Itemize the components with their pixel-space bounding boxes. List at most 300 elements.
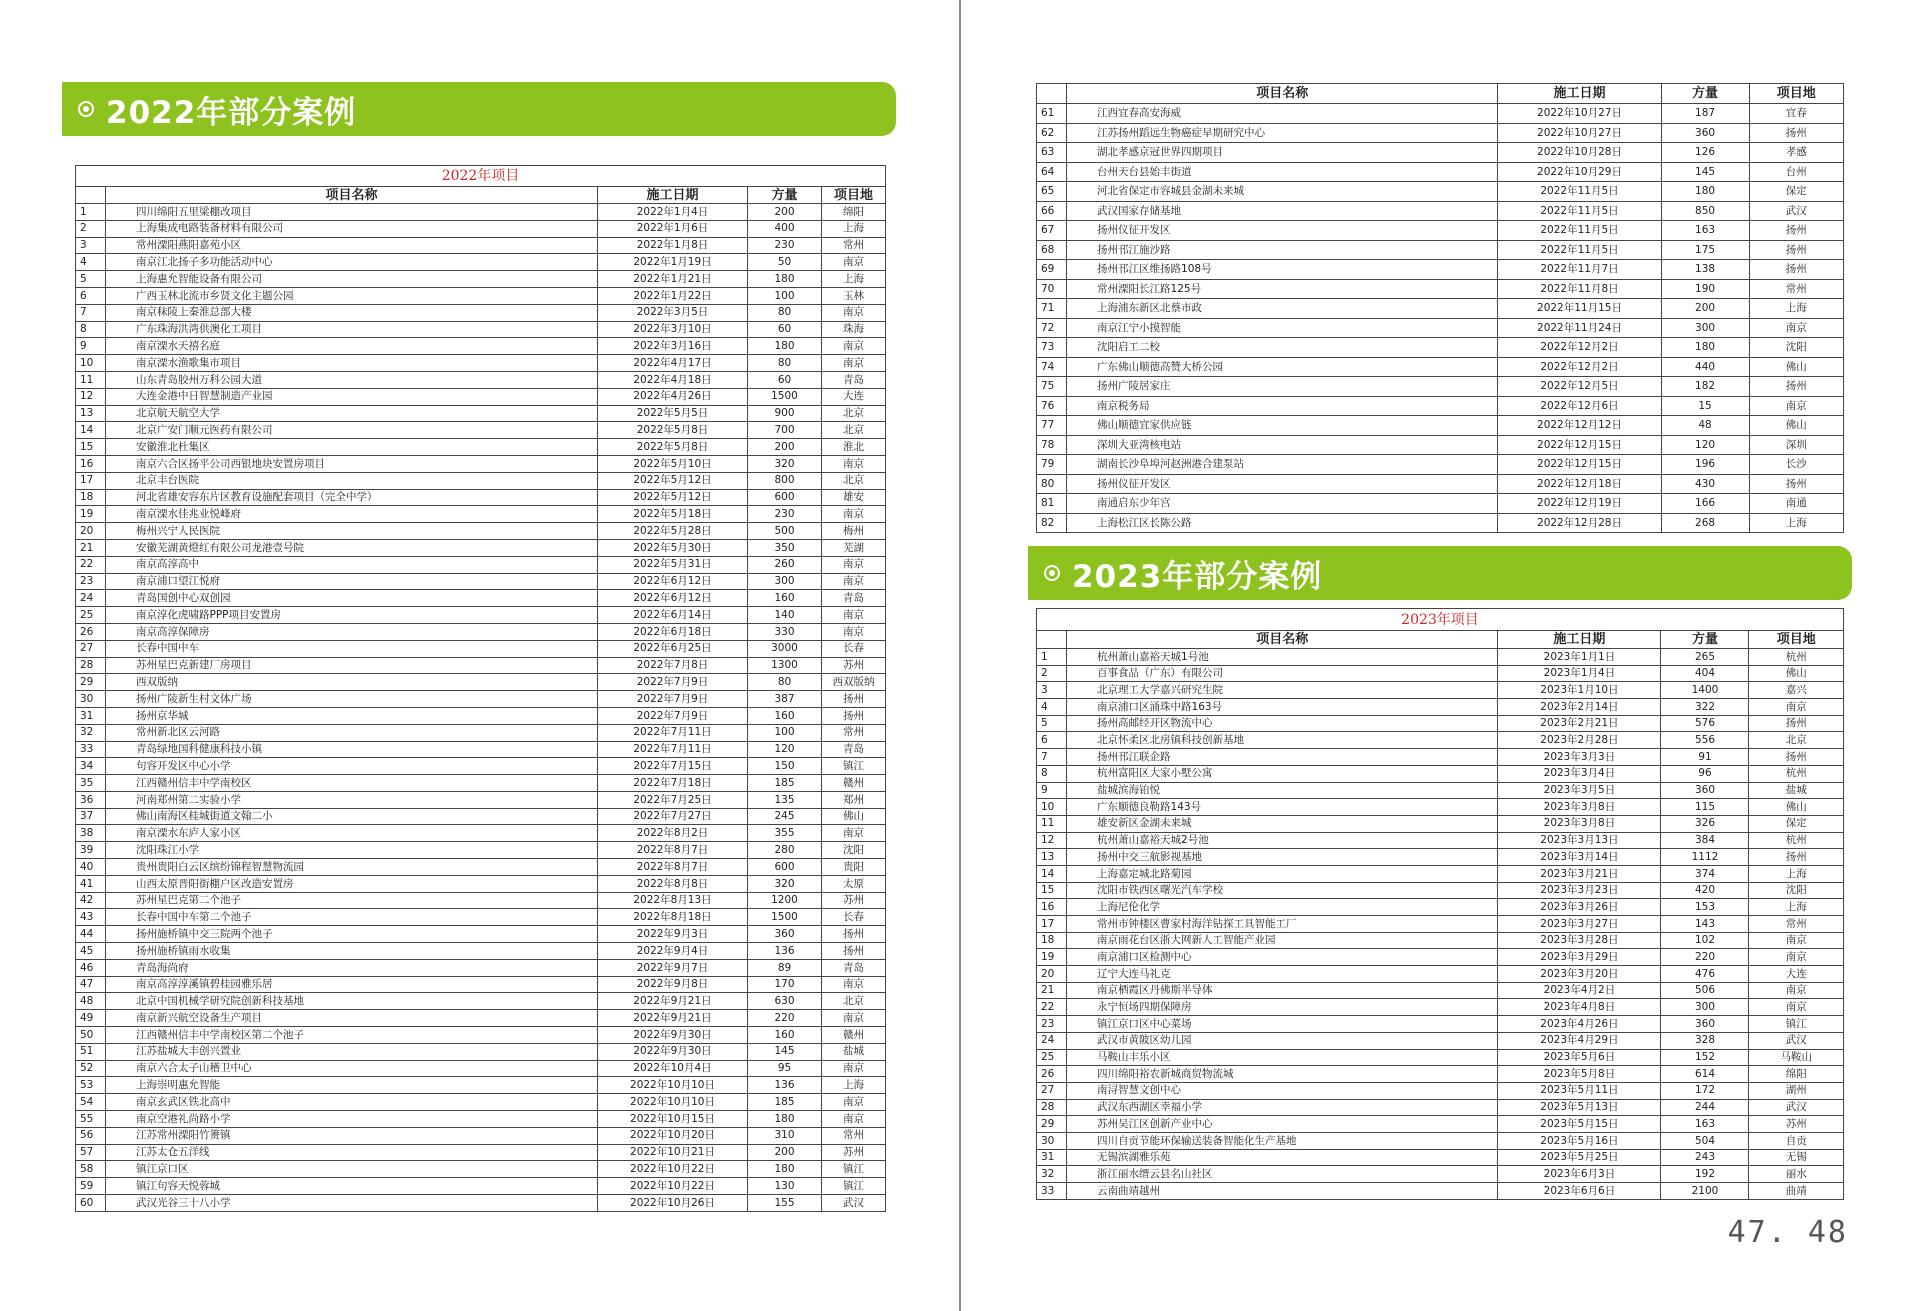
build-date: 2022年8月2日 bbox=[598, 825, 748, 842]
table-row bbox=[1037, 357, 1844, 377]
amount: 145 bbox=[1661, 162, 1749, 182]
col-location: 项目地 bbox=[822, 187, 886, 204]
build-date: 2023年3月20日 bbox=[1498, 966, 1661, 983]
row-index: 8 bbox=[76, 321, 106, 338]
project-name: 上海惠允智能设备有限公司 bbox=[106, 271, 598, 288]
location: 上海 bbox=[822, 271, 886, 288]
col-name: 项目名称 bbox=[1067, 84, 1498, 104]
amount: 230 bbox=[748, 237, 822, 254]
row-index: 45 bbox=[76, 943, 106, 960]
location: 南京 bbox=[822, 607, 886, 624]
amount: 1400 bbox=[1661, 682, 1749, 699]
row-index: 33 bbox=[76, 741, 106, 758]
build-date: 2022年10月10日 bbox=[598, 1094, 748, 1111]
row-index: 81 bbox=[1037, 494, 1067, 514]
row-index: 26 bbox=[1037, 1066, 1067, 1083]
location: 宜春 bbox=[1749, 104, 1843, 124]
table-row bbox=[1037, 1049, 1844, 1066]
amount: 630 bbox=[748, 993, 822, 1010]
project-name: 北京广安门顺元医药有限公司 bbox=[106, 422, 598, 439]
build-date: 2023年3月26日 bbox=[1498, 899, 1661, 916]
location: 雄安 bbox=[822, 489, 886, 506]
location: 南京 bbox=[822, 825, 886, 842]
table-row bbox=[1037, 699, 1844, 716]
build-date: 2023年3月8日 bbox=[1498, 815, 1661, 832]
table-row bbox=[76, 489, 886, 506]
table-row bbox=[1037, 832, 1844, 849]
project-name: 南京浦口区检测中心 bbox=[1067, 949, 1498, 966]
project-name: 四川绵阳裕农新城商贸物流城 bbox=[1067, 1066, 1498, 1083]
build-date: 2022年7月11日 bbox=[598, 724, 748, 741]
location: 上海 bbox=[1749, 865, 1844, 882]
table-row bbox=[1037, 1183, 1844, 1200]
row-index: 10 bbox=[76, 355, 106, 372]
location: 北京 bbox=[1749, 732, 1844, 749]
row-index: 32 bbox=[1037, 1166, 1067, 1183]
row-index: 24 bbox=[76, 590, 106, 607]
row-index: 52 bbox=[76, 1060, 106, 1077]
amount: 120 bbox=[748, 741, 822, 758]
table-row bbox=[1037, 1099, 1844, 1116]
project-name: 镇江句容天悦蓉城 bbox=[106, 1178, 598, 1195]
location: 苏州 bbox=[822, 657, 886, 674]
project-name: 南京新兴航空设备生产项目 bbox=[106, 1010, 598, 1027]
amount: 172 bbox=[1661, 1082, 1749, 1099]
table-row bbox=[76, 371, 886, 388]
row-index: 23 bbox=[76, 573, 106, 590]
project-name: 佛山顺德宜家供应链 bbox=[1067, 416, 1498, 436]
row-index: 9 bbox=[1037, 782, 1067, 799]
project-name: 苏州吴江区创新产业中心 bbox=[1067, 1116, 1498, 1133]
amount: 140 bbox=[748, 607, 822, 624]
col-name: 项目名称 bbox=[106, 187, 598, 204]
table-row bbox=[1037, 123, 1844, 143]
location: 梅州 bbox=[822, 523, 886, 540]
row-index: 67 bbox=[1037, 221, 1067, 241]
table-row bbox=[76, 976, 886, 993]
location: 南京 bbox=[822, 455, 886, 472]
amount: 268 bbox=[1661, 513, 1749, 533]
project-name: 杭州萧山嘉裕天城2号池 bbox=[1067, 832, 1498, 849]
build-date: 2023年4月8日 bbox=[1498, 999, 1661, 1016]
amount: 3000 bbox=[748, 640, 822, 657]
amount: 355 bbox=[748, 825, 822, 842]
build-date: 2022年10月27日 bbox=[1498, 123, 1661, 143]
table-row bbox=[76, 455, 886, 472]
project-name: 南京淳化虎啸路PPP项目安置房 bbox=[106, 607, 598, 624]
row-index: 58 bbox=[76, 1161, 106, 1178]
row-index: 59 bbox=[76, 1178, 106, 1195]
location: 自贡 bbox=[1749, 1132, 1844, 1149]
col-date: 施工日期 bbox=[1498, 631, 1661, 649]
row-index: 7 bbox=[1037, 749, 1067, 766]
project-name: 镇江京口区中心菜场 bbox=[1067, 1016, 1498, 1033]
project-name: 山东青岛胶州万科公园大道 bbox=[106, 371, 598, 388]
location: 常州 bbox=[822, 724, 886, 741]
table-row bbox=[1037, 982, 1844, 999]
location: 青岛 bbox=[822, 590, 886, 607]
project-name: 扬州京华城 bbox=[106, 707, 598, 724]
build-date: 2022年10月28日 bbox=[1498, 143, 1661, 163]
amount: 614 bbox=[1661, 1066, 1749, 1083]
project-name: 苏州星巴克第二个池子 bbox=[106, 892, 598, 909]
table-row bbox=[1037, 849, 1844, 866]
row-index: 16 bbox=[76, 455, 106, 472]
table-row bbox=[1037, 1116, 1844, 1133]
table-row bbox=[76, 1144, 886, 1161]
build-date: 2023年5月11日 bbox=[1498, 1082, 1661, 1099]
build-date: 2023年3月13日 bbox=[1498, 832, 1661, 849]
build-date: 2022年12月28日 bbox=[1498, 513, 1661, 533]
project-name: 四川自贡节能环保输送装备智能化生产基地 bbox=[1067, 1132, 1498, 1149]
amount: 850 bbox=[1661, 201, 1749, 221]
row-index: 9 bbox=[76, 338, 106, 355]
project-name: 上海嘉定城北路菊园 bbox=[1067, 865, 1498, 882]
project-name: 杭州富阳区大家小墅公寓 bbox=[1067, 765, 1498, 782]
location: 武汉 bbox=[1749, 1099, 1844, 1116]
table-2022-projects-continued bbox=[1036, 83, 1844, 533]
row-index: 35 bbox=[76, 775, 106, 792]
table-row bbox=[1037, 104, 1844, 124]
location: 长春 bbox=[822, 640, 886, 657]
row-index: 3 bbox=[76, 237, 106, 254]
col-index bbox=[76, 187, 106, 204]
table-row bbox=[76, 254, 886, 271]
location: 扬州 bbox=[1749, 474, 1843, 494]
project-name: 扬州施桥镇中交三院两个池子 bbox=[106, 926, 598, 943]
amount: 800 bbox=[748, 472, 822, 489]
row-index: 18 bbox=[1037, 932, 1067, 949]
row-index: 15 bbox=[76, 439, 106, 456]
table-row bbox=[1037, 799, 1844, 816]
table-row bbox=[1037, 949, 1844, 966]
project-name: 河北省保定市容城县金湖未来城 bbox=[1067, 182, 1498, 202]
location: 扬州 bbox=[822, 707, 886, 724]
build-date: 2022年7月18日 bbox=[598, 775, 748, 792]
amount: 328 bbox=[1661, 1032, 1749, 1049]
location: 南京 bbox=[822, 623, 886, 640]
location: 上海 bbox=[1749, 299, 1843, 319]
build-date: 2022年1月6日 bbox=[598, 220, 748, 237]
build-date: 2022年9月30日 bbox=[598, 1027, 748, 1044]
amount: 80 bbox=[748, 355, 822, 372]
location: 郑州 bbox=[822, 791, 886, 808]
project-name: 江苏扬州蹈远生物癌症早期研究中心 bbox=[1067, 123, 1498, 143]
build-date: 2022年11月8日 bbox=[1498, 279, 1661, 299]
location: 上海 bbox=[822, 1077, 886, 1094]
build-date: 2022年1月4日 bbox=[598, 204, 748, 221]
location: 常州 bbox=[822, 1127, 886, 1144]
project-name: 扬州中交三航影视基地 bbox=[1067, 849, 1498, 866]
table-row bbox=[1037, 1132, 1844, 1149]
amount: 600 bbox=[748, 489, 822, 506]
row-index: 66 bbox=[1037, 201, 1067, 221]
build-date: 2023年2月14日 bbox=[1498, 699, 1661, 716]
table-row bbox=[76, 355, 886, 372]
build-date: 2022年10月4日 bbox=[598, 1060, 748, 1077]
project-name: 沈阳市铁西区曙光汽车学校 bbox=[1067, 882, 1498, 899]
project-name: 广东珠海洪湾供澳化工项目 bbox=[106, 321, 598, 338]
location: 深圳 bbox=[1749, 435, 1843, 455]
amount: 404 bbox=[1661, 665, 1749, 682]
amount: 1300 bbox=[748, 657, 822, 674]
project-name: 山西太原晋阳街棚户区改造安置房 bbox=[106, 875, 598, 892]
project-name: 南京溧水东庐人家小区 bbox=[106, 825, 598, 842]
amount: 170 bbox=[748, 976, 822, 993]
amount: 374 bbox=[1661, 865, 1749, 882]
table-row bbox=[76, 825, 886, 842]
build-date: 2022年4月17日 bbox=[598, 355, 748, 372]
location: 赣州 bbox=[822, 775, 886, 792]
amount: 400 bbox=[748, 220, 822, 237]
amount: 115 bbox=[1661, 799, 1749, 816]
location: 扬州 bbox=[822, 943, 886, 960]
project-name: 百事食品（广东）有限公司 bbox=[1067, 665, 1498, 682]
location: 扬州 bbox=[1749, 849, 1844, 866]
table-row bbox=[1037, 240, 1844, 260]
table-row bbox=[76, 271, 886, 288]
project-name: 南通启东少年宫 bbox=[1067, 494, 1498, 514]
project-name: 南京高淳淳溪镇碧桂园雅乐居 bbox=[106, 976, 598, 993]
row-index: 27 bbox=[76, 640, 106, 657]
location: 上海 bbox=[822, 220, 886, 237]
row-index: 17 bbox=[76, 472, 106, 489]
table-row bbox=[76, 623, 886, 640]
project-name: 南京高淳保障房 bbox=[106, 623, 598, 640]
project-name: 广东顺德良勒路143号 bbox=[1067, 799, 1498, 816]
location: 常州 bbox=[1749, 916, 1844, 933]
table-row bbox=[76, 287, 886, 304]
row-index: 28 bbox=[1037, 1099, 1067, 1116]
amount: 192 bbox=[1661, 1166, 1749, 1183]
table-row bbox=[76, 1178, 886, 1195]
location: 青岛 bbox=[822, 741, 886, 758]
build-date: 2022年9月4日 bbox=[598, 943, 748, 960]
build-date: 2023年5月6日 bbox=[1498, 1049, 1661, 1066]
project-name: 南京秣陵上秦淮总部大楼 bbox=[106, 304, 598, 321]
project-name: 武汉国家存储基地 bbox=[1067, 201, 1498, 221]
table-row bbox=[1037, 377, 1844, 397]
amount: 190 bbox=[1661, 279, 1749, 299]
project-name: 江苏太仓五洋线 bbox=[106, 1144, 598, 1161]
amount: 80 bbox=[748, 674, 822, 691]
amount: 145 bbox=[748, 1043, 822, 1060]
build-date: 2023年3月21日 bbox=[1498, 865, 1661, 882]
project-name: 河北省雄安容东片区教育设施配套项目（完全中学） bbox=[106, 489, 598, 506]
location: 南京 bbox=[822, 573, 886, 590]
table-caption: 2023年项目 bbox=[1037, 609, 1844, 631]
location: 上海 bbox=[1749, 513, 1843, 533]
table-row bbox=[76, 1111, 886, 1128]
build-date: 2022年5月12日 bbox=[598, 489, 748, 506]
amount: 180 bbox=[748, 1161, 822, 1178]
location: 贵阳 bbox=[822, 859, 886, 876]
table-row bbox=[76, 1043, 886, 1060]
banner-2022 bbox=[62, 82, 896, 136]
amount: 300 bbox=[1661, 999, 1749, 1016]
build-date: 2022年5月8日 bbox=[598, 439, 748, 456]
target-icon bbox=[78, 101, 94, 117]
build-date: 2023年6月6日 bbox=[1498, 1183, 1661, 1200]
build-date: 2022年1月19日 bbox=[598, 254, 748, 271]
row-index: 8 bbox=[1037, 765, 1067, 782]
amount: 476 bbox=[1661, 966, 1749, 983]
table-row bbox=[76, 657, 886, 674]
table-row bbox=[76, 943, 886, 960]
table-row bbox=[1037, 435, 1844, 455]
amount: 244 bbox=[1661, 1099, 1749, 1116]
amount: 384 bbox=[1661, 832, 1749, 849]
amount: 1500 bbox=[748, 388, 822, 405]
location: 杭州 bbox=[1749, 832, 1844, 849]
row-index: 11 bbox=[76, 371, 106, 388]
amount: 160 bbox=[748, 1027, 822, 1044]
row-index: 46 bbox=[76, 959, 106, 976]
row-index: 2 bbox=[76, 220, 106, 237]
table-row bbox=[76, 775, 886, 792]
build-date: 2022年5月10日 bbox=[598, 455, 748, 472]
amount: 160 bbox=[748, 590, 822, 607]
row-index: 18 bbox=[76, 489, 106, 506]
table-row bbox=[76, 724, 886, 741]
table-row bbox=[76, 959, 886, 976]
amount: 100 bbox=[748, 724, 822, 741]
page-spine bbox=[959, 0, 961, 1311]
location: 马鞍山 bbox=[1749, 1049, 1844, 1066]
table-row bbox=[1037, 1082, 1844, 1099]
build-date: 2023年5月16日 bbox=[1498, 1132, 1661, 1149]
build-date: 2022年7月15日 bbox=[598, 758, 748, 775]
amount: 120 bbox=[1661, 435, 1749, 455]
location: 赣州 bbox=[822, 1027, 886, 1044]
project-name: 南京浦口望江悦府 bbox=[106, 573, 598, 590]
row-index: 29 bbox=[1037, 1116, 1067, 1133]
project-name: 永宁恒场四期保障房 bbox=[1067, 999, 1498, 1016]
location: 镇江 bbox=[822, 758, 886, 775]
build-date: 2023年5月8日 bbox=[1498, 1066, 1661, 1083]
build-date: 2023年3月3日 bbox=[1498, 749, 1661, 766]
amount: 310 bbox=[748, 1127, 822, 1144]
table-row bbox=[76, 691, 886, 708]
row-index: 56 bbox=[76, 1127, 106, 1144]
row-index: 73 bbox=[1037, 338, 1067, 358]
location: 南京 bbox=[1749, 396, 1843, 416]
amount: 320 bbox=[748, 455, 822, 472]
project-name: 四川绵阳五里梁棚改项目 bbox=[106, 204, 598, 221]
amount: 220 bbox=[1661, 949, 1749, 966]
project-name: 苏州星巴克新建厂房项目 bbox=[106, 657, 598, 674]
project-name: 常州溧阳燕阳嘉苑小区 bbox=[106, 237, 598, 254]
table-row bbox=[1037, 865, 1844, 882]
row-index: 29 bbox=[76, 674, 106, 691]
row-index: 21 bbox=[1037, 982, 1067, 999]
amount: 180 bbox=[748, 1111, 822, 1128]
project-name: 湖北孝感京冠世界四期项目 bbox=[1067, 143, 1498, 163]
build-date: 2022年8月8日 bbox=[598, 875, 748, 892]
location: 青岛 bbox=[822, 371, 886, 388]
build-date: 2023年5月15日 bbox=[1498, 1116, 1661, 1133]
table-row bbox=[1037, 815, 1844, 832]
table-row bbox=[1037, 916, 1844, 933]
build-date: 2022年8月7日 bbox=[598, 859, 748, 876]
col-amount: 方量 bbox=[1661, 631, 1749, 649]
row-index: 31 bbox=[1037, 1149, 1067, 1166]
table-row bbox=[1037, 882, 1844, 899]
amount: 182 bbox=[1661, 377, 1749, 397]
project-name: 上海崇明惠允智能 bbox=[106, 1077, 598, 1094]
table-row bbox=[76, 1161, 886, 1178]
amount: 143 bbox=[1661, 916, 1749, 933]
location: 丽水 bbox=[1749, 1166, 1844, 1183]
amount: 180 bbox=[1661, 182, 1749, 202]
row-index: 37 bbox=[76, 808, 106, 825]
location: 孝感 bbox=[1749, 143, 1843, 163]
build-date: 2022年11月24日 bbox=[1498, 318, 1661, 338]
table-row bbox=[76, 523, 886, 540]
page-number: 47. 48 bbox=[1727, 1215, 1848, 1250]
amount: 330 bbox=[748, 623, 822, 640]
amount: 200 bbox=[748, 204, 822, 221]
row-index: 36 bbox=[76, 791, 106, 808]
project-name: 北京理工大学嘉兴研究生院 bbox=[1067, 682, 1498, 699]
build-date: 2022年7月8日 bbox=[598, 657, 748, 674]
location: 扬州 bbox=[1749, 221, 1843, 241]
build-date: 2022年12月2日 bbox=[1498, 338, 1661, 358]
row-index: 22 bbox=[76, 556, 106, 573]
project-name: 常州溧阳长江路125号 bbox=[1067, 279, 1498, 299]
row-index: 72 bbox=[1037, 318, 1067, 338]
row-index: 75 bbox=[1037, 377, 1067, 397]
table-row bbox=[1037, 1149, 1844, 1166]
build-date: 2022年11月5日 bbox=[1498, 182, 1661, 202]
table-row bbox=[76, 1060, 886, 1077]
row-index: 61 bbox=[1037, 104, 1067, 124]
build-date: 2022年10月15日 bbox=[598, 1111, 748, 1128]
project-name: 上海松江区长陈公路 bbox=[1067, 513, 1498, 533]
amount: 420 bbox=[1661, 882, 1749, 899]
table-row bbox=[1037, 474, 1844, 494]
project-name: 扬州仪征开发区 bbox=[1067, 221, 1498, 241]
amount: 80 bbox=[748, 304, 822, 321]
amount: 89 bbox=[748, 959, 822, 976]
location: 杭州 bbox=[1749, 765, 1844, 782]
amount: 180 bbox=[1661, 338, 1749, 358]
table-row bbox=[76, 808, 886, 825]
amount: 180 bbox=[748, 271, 822, 288]
location: 南京 bbox=[1749, 699, 1844, 716]
amount: 91 bbox=[1661, 749, 1749, 766]
location: 北京 bbox=[822, 422, 886, 439]
location: 长春 bbox=[822, 909, 886, 926]
col-name: 项目名称 bbox=[1067, 631, 1498, 649]
table-row bbox=[1037, 143, 1844, 163]
amount: 95 bbox=[748, 1060, 822, 1077]
build-date: 2022年8月7日 bbox=[598, 842, 748, 859]
location: 北京 bbox=[822, 405, 886, 422]
row-index: 7 bbox=[76, 304, 106, 321]
location: 镇江 bbox=[1749, 1016, 1844, 1033]
project-name: 武汉东西湖区幸福小学 bbox=[1067, 1099, 1498, 1116]
build-date: 2023年3月5日 bbox=[1498, 782, 1661, 799]
row-index: 21 bbox=[76, 539, 106, 556]
col-index bbox=[1037, 631, 1067, 649]
location: 珠海 bbox=[822, 321, 886, 338]
location: 无锡 bbox=[1749, 1149, 1844, 1166]
row-index: 6 bbox=[76, 287, 106, 304]
row-index: 13 bbox=[76, 405, 106, 422]
row-index: 51 bbox=[76, 1043, 106, 1060]
project-name: 佛山南海区桂城街道文翰二小 bbox=[106, 808, 598, 825]
